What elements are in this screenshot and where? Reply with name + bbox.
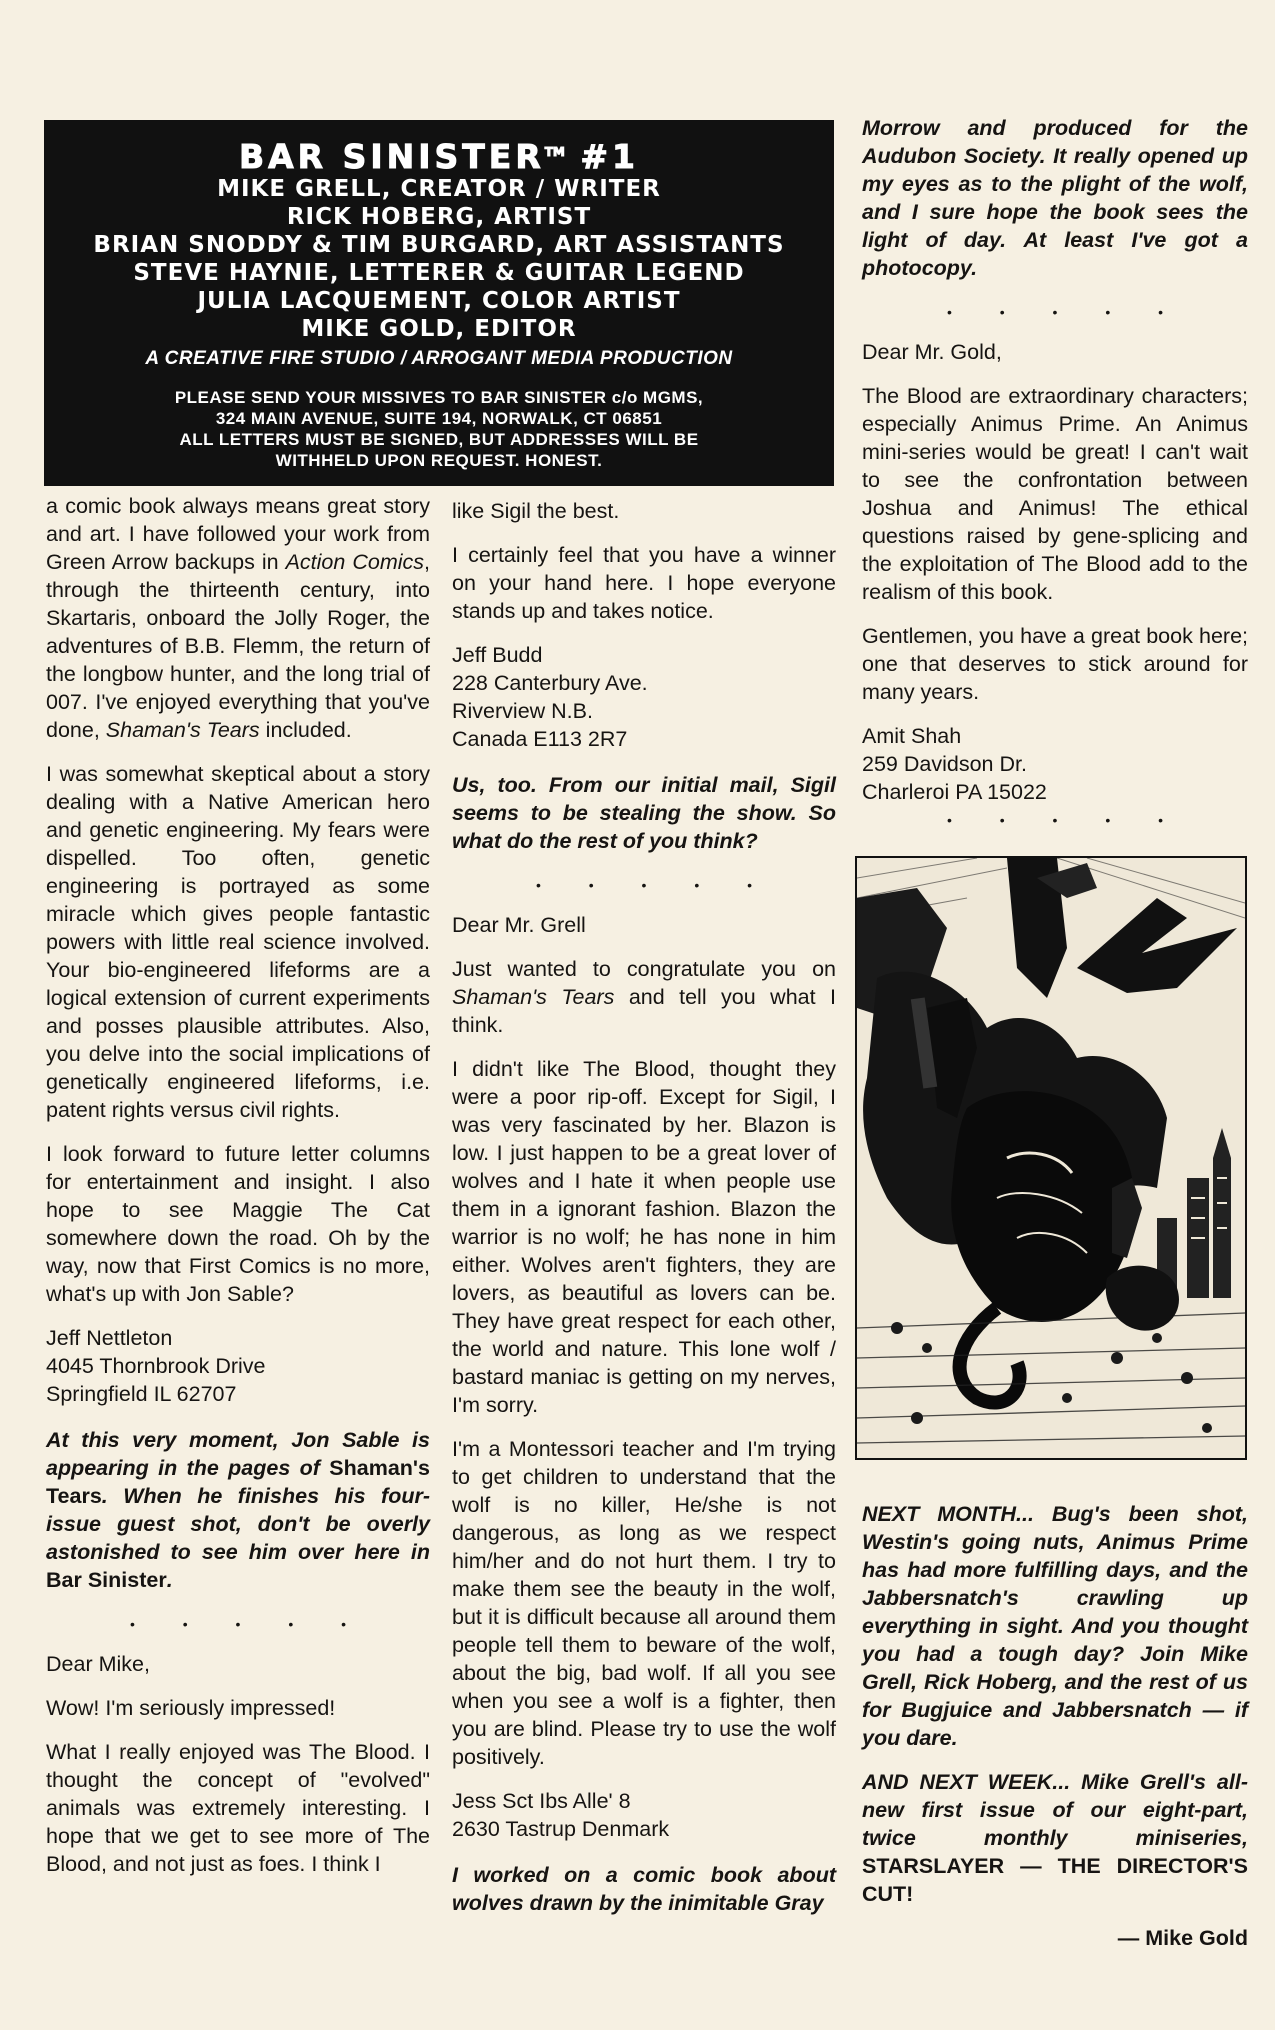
editor-reply: Us, too. From our initial mail, Sigil seems to be stealing the show. So what do the rest of you think? — [452, 773, 836, 853]
separator-dots: • • • • • — [535, 877, 775, 893]
letter-paragraph: What I really enjoyed was The Blood. I thought the concept of "evolved" animals was extremely interesting. I hope that we get to see more of The Blood, and not just as foes. I think I — [46, 1740, 430, 1876]
letter-paragraph: I'm a Montessori teacher and I'm trying to get children to understand that the wolf is no killer, He/she is not dangerous, as long as we respect him/her and do not hurt them. I try to make them see the beauty in the wolf, but it is difficult because all around them people tell them to beware of the wolf, about the big, bad wolf. If all you see when you see a wolf is a fighter, then you are blind. Please try to use the wolf positively. — [452, 1437, 836, 1769]
text-run: included. — [259, 718, 352, 742]
editor-signoff: — Mike Gold — [1117, 1926, 1248, 1950]
letter-paragraph: I look forward to future letter columns for entertainment and insight. I also hope to see Maggie The Cat somewhere down the road. Oh by the way, now that First Comics is no more, what's up with Jon Sable? — [46, 1142, 430, 1306]
book-title: Bar Sinister — [46, 1568, 167, 1592]
production-line: A CREATIVE FIRE STUDIO / ARROGANT MEDIA PRODUCTION — [145, 348, 733, 369]
mailing-instructions — [44, 387, 834, 471]
text-run: a comic book always means great story and art. I have followed your work from Green Arrow backups in — [46, 494, 430, 574]
book-title: Shaman's Tears — [46, 1456, 430, 1508]
signature-address: 2630 Tastrup Denmark — [452, 1817, 670, 1841]
credit-line: STEVE HAYNIE, LETTERER & GUITAR LEGEND — [133, 260, 745, 286]
separator-dots: • • • • • — [946, 812, 1186, 828]
letter-paragraph: like Sigil the best. — [452, 499, 620, 523]
address-line: PLEASE SEND YOUR MISSIVES TO BAR SINISTER c/o MGMS, — [174, 388, 704, 407]
text-run: . — [166, 1568, 173, 1592]
title-text: BAR SINISTER — [238, 137, 545, 176]
signature-address: Riverview N.B. — [452, 699, 593, 723]
next-month-blurb: NEXT MONTH... Bug's been shot, Westin's going nuts, Animus Prime has had more fulfilling days, and the Jabbersnatch's crawling up everything in sight. And you thought you had a tough day? Join Mike Grell, Rick Hoberg, and the rest of us for Bugjuice and Jabbersnatch — if you dare. — [862, 1502, 1248, 1750]
wolf-warrior-illustration — [857, 858, 1245, 1458]
column-3 — [862, 114, 1248, 846]
letter-greeting: Dear Mr. Grell — [452, 913, 586, 937]
credit-line: BRIAN SNODDY & TIM BURGARD, ART ASSISTANTS — [93, 232, 785, 258]
signature-name: Jeff Budd — [452, 643, 543, 667]
letter-greeting: Dear Mike, — [46, 1652, 150, 1676]
text-run: . When he finishes his four-issue guest shot, don't be overly astonished to see him over here in — [46, 1484, 430, 1564]
credit-line: JULIA LACQUEMENT, COLOR ARTIST — [197, 288, 681, 314]
letter-signature — [452, 641, 836, 753]
text-run: and tell you what I think. — [452, 985, 836, 1037]
text-run: At this very moment, Jon Sable is appearing in the pages of — [46, 1428, 430, 1480]
letter-paragraph: I certainly feel that you have a winner on your hand here. I hope everyone stands up and takes notice. — [452, 543, 836, 623]
signature-address: 228 Canterbury Ave. — [452, 671, 648, 695]
letter-paragraph — [452, 955, 836, 1039]
address-line: WITHHELD UPON REQUEST. HONEST. — [275, 451, 603, 470]
signature-address: 4045 Thornbrook Drive — [46, 1354, 266, 1378]
next-issue-teaser — [862, 1500, 1248, 1952]
credit-line: MIKE GOLD, EDITOR — [301, 316, 577, 342]
illustration-panel — [855, 856, 1247, 1460]
signature-address: 259 Davidson Dr. — [862, 752, 1027, 776]
letter-paragraph — [46, 492, 430, 744]
book-title: Shaman's Tears — [452, 985, 615, 1009]
letters-column-header — [44, 120, 834, 486]
book-title: Action Comics — [285, 550, 425, 574]
next-week-blurb — [862, 1768, 1248, 1908]
editor-reply — [46, 1426, 430, 1594]
letter-paragraph: The Blood are extraordinary characters; especially Animus Prime. An Animus mini-series would be great! I can't wait to see the confrontation between Joshua and Animus! The ethical questions raised by gene-splicing and the exploitation of The Blood add to the realism of this book. — [862, 384, 1248, 604]
separator-dots: • • • • • — [129, 1616, 369, 1632]
credit-line: MIKE GRELL, CREATOR / WRITER — [217, 176, 661, 202]
text-run: AND NEXT WEEK... Mike Grell's all-new first issue of our eight-part, twice monthly miniseries, — [862, 1770, 1248, 1850]
letter-paragraph: Gentlemen, you have a great book here; one that deserves to stick around for many years. — [862, 624, 1248, 704]
comic-title — [44, 134, 834, 175]
letter-paragraph: I was somewhat skeptical about a story dealing with a Native American hero and genetic engineering. My fears were dispelled. Too often, genetic engineering is portrayed as some miracle which gives people fantastic powers with little real science involved. Your bio-engineered lifeforms are a logical extension of current experiments and posses plausible attributes. Also, you delve into the social implications of genetically engineered lifeforms, i.e. patent rights versus civil rights. — [46, 762, 430, 1122]
letter-signature — [862, 722, 1248, 806]
signature-address: Jess Sct Ibs Alle' 8 — [452, 1789, 631, 1813]
column-2 — [452, 497, 836, 1933]
separator-dots: • • • • • — [946, 304, 1186, 320]
text-run: , through the thirteenth century, into Skartaris, onboard the Jolly Roger, the adventures of B.B. Flemm, the return of the longbow hunter, and the long trial of 007. I've enjoyed everything that you've done, — [46, 550, 430, 742]
column-1 — [46, 492, 430, 1894]
editor-reply: I worked on a comic book about wolves drawn by the inimitable Gray — [452, 1863, 836, 1915]
letter-greeting: Dear Mr. Gold, — [862, 340, 1002, 364]
letter-signature — [46, 1324, 430, 1408]
signature-address: Charleroi PA 15022 — [862, 780, 1047, 804]
book-title: Shaman's Tears — [105, 718, 260, 742]
text-run: Just wanted to congratulate you on — [452, 957, 836, 981]
credit-line: RICK HOBERG, ARTIST — [286, 204, 592, 230]
signature-name: Jeff Nettleton — [46, 1326, 173, 1350]
address-line: ALL LETTERS MUST BE SIGNED, BUT ADDRESSES WILL BE — [179, 430, 699, 449]
editor-reply: Morrow and produced for the Audubon Society. It really opened up my eyes as to the plight of the wolf, and I sure hope the book sees the light of day. At least I've got a photocopy. — [862, 116, 1248, 280]
signature-address: Canada E113 2R7 — [452, 727, 628, 751]
book-title: STARSLAYER — THE DIRECTOR'S CUT! — [862, 1854, 1248, 1906]
address-line: 324 MAIN AVENUE, SUITE 194, NORWALK, CT 06851 — [215, 409, 663, 428]
trademark-mark: TM — [544, 145, 565, 159]
signature-address: Springfield IL 62707 — [46, 1382, 237, 1406]
letter-signature — [452, 1787, 836, 1843]
letter-paragraph: I didn't like The Blood, thought they were a poor rip-off. Except for Sigil, I was very fascinated by her. Blazon is low. I just happen to be a great lover of wolves and I hate it when people use them in a ignorant fashion. Blazon the warrior is no wolf; he has none in him either. Wolves aren't fighters, they are lovers, as beautiful as lovers can be. They have great respect for each other, the world and nature. This lone wolf / bastard maniac is getting on my nerves, I'm sorry. — [452, 1057, 836, 1417]
signature-name: Amit Shah — [862, 724, 962, 748]
letter-paragraph: Wow! I'm seriously impressed! — [46, 1696, 336, 1720]
issue-number: #1 — [580, 137, 640, 176]
